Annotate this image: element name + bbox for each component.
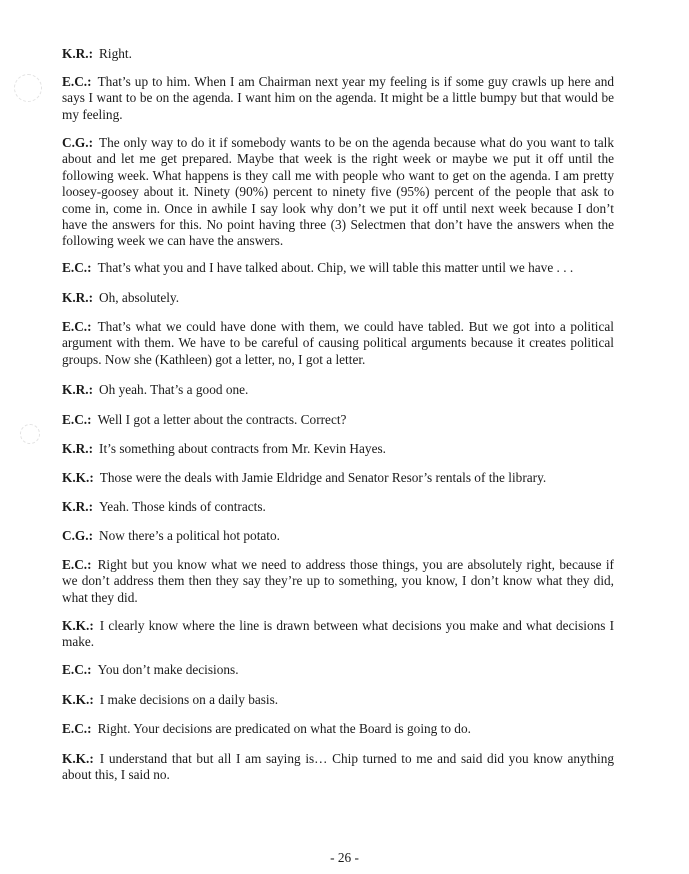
turn-text: The only way to do it if somebody wants to be on the agenda because what do you want to talk about and let me get prepared. Maybe that week is the right week or maybe we put it off until the following week. What happens is they call me with people who want to get on the agenda. I am pretty loosey-goosey about it. Ninety (90%) percent to ninety five (95%) percent of the people that ask to come in, come in. Once in awhile I say look why don’t we put it off until next week because I don’t have the answers for this. No point having three (3) Selectmen that don’t have the answers when the following week we can have the answers. [62, 135, 614, 249]
turn-text: I clearly know where the line is drawn between what decisions you make and what decisions I make. [62, 618, 614, 650]
turn-text: Well I got a letter about the contracts. Correct? [97, 412, 347, 427]
turn-text: Those were the deals with Jamie Eldridge and Senator Resor’s rentals of the library. [99, 470, 547, 485]
speaker-label: K.K.: [62, 751, 94, 766]
turn-text: You don’t make decisions. [97, 662, 239, 677]
transcript-turn [62, 528, 614, 544]
transcript-turn [62, 557, 614, 606]
transcript-turn [62, 412, 614, 428]
transcript-turn [62, 721, 614, 737]
turn-text: Right. [99, 46, 132, 61]
transcript-turn [62, 290, 614, 306]
transcript-turn [62, 74, 614, 123]
transcript-turn [62, 46, 614, 62]
turn-text: That’s up to him. When I am Chairman next year my feeling is if some guy crawls up here and says I want to be on the agenda. I want him on the agenda. It might be a little bumpy but that would be my feeling. [62, 74, 614, 122]
transcript-turn [62, 499, 614, 515]
speaker-label: E.C.: [62, 319, 92, 334]
speaker-label: E.C.: [62, 260, 92, 275]
speaker-label: E.C.: [62, 557, 92, 572]
transcript-turn [62, 135, 614, 250]
scan-smudge-mark [14, 74, 42, 102]
page-number: - 26 - [330, 850, 359, 865]
speaker-label: K.R.: [62, 290, 94, 305]
speaker-label: K.R.: [62, 499, 94, 514]
speaker-label: K.K.: [62, 470, 94, 485]
transcript-turn [62, 319, 614, 368]
speaker-label: C.G.: [62, 528, 94, 543]
speaker-label: K.K.: [62, 618, 94, 633]
turn-text: Right but you know what we need to address those things, you are absolutely right, because if we don’t address them then they say they’re up to something, you know, I don’t know what they did, what they did. [62, 557, 614, 605]
turn-text: Oh yeah. That’s a good one. [99, 382, 249, 397]
turn-text: I make decisions on a daily basis. [99, 692, 279, 707]
speaker-label: E.C.: [62, 74, 92, 89]
speaker-label: K.R.: [62, 382, 94, 397]
speaker-label: E.C.: [62, 412, 92, 427]
turn-text: I understand that but all I am saying is… Chip turned to me and said did you know anything about this, I said no. [62, 751, 614, 783]
turn-text: Oh, absolutely. [99, 290, 180, 305]
speaker-label: K.R.: [62, 46, 94, 61]
speaker-label: K.K.: [62, 692, 94, 707]
turn-text: That’s what we could have done with them, we could have tabled. But we got into a political argument with them. We have to be careful of causing political arguments because it creates political groups. Now she (Kathleen) got a letter, no, I got a letter. [62, 319, 614, 367]
speaker-label: E.C.: [62, 721, 92, 736]
transcript-turn [62, 260, 614, 276]
scan-smudge-mark [20, 424, 40, 444]
transcript-turn [62, 618, 614, 651]
transcript-turn [62, 441, 614, 457]
speaker-label: K.R.: [62, 441, 94, 456]
transcript-turn [62, 751, 614, 784]
turn-text: Yeah. Those kinds of contracts. [99, 499, 266, 514]
speaker-label: E.C.: [62, 662, 92, 677]
speaker-label: C.G.: [62, 135, 94, 150]
turn-text: Right. Your decisions are predicated on what the Board is going to do. [97, 721, 471, 736]
turn-text: That’s what you and I have talked about. Chip, we will table this matter until we have . . . [97, 260, 574, 275]
turn-text: Now there’s a political hot potato. [99, 528, 280, 543]
transcript-turn [62, 470, 614, 486]
transcript-turn [62, 692, 614, 708]
transcript-turn [62, 662, 614, 678]
transcript-turn [62, 382, 614, 398]
turn-text: It’s something about contracts from Mr. Kevin Hayes. [99, 441, 386, 456]
